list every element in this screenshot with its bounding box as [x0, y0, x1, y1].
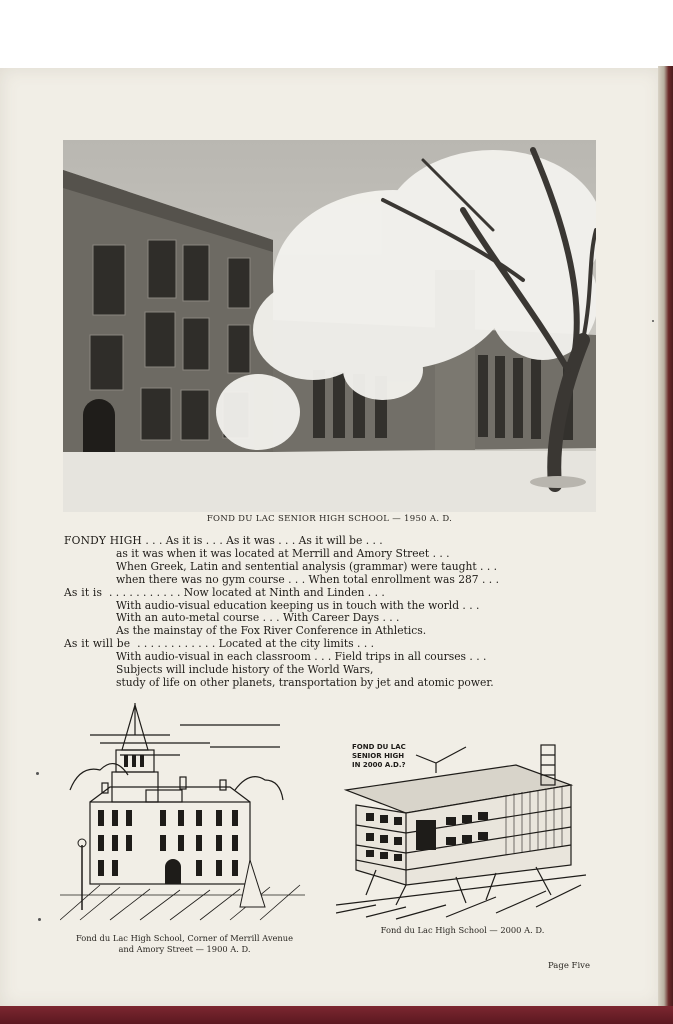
line-text: With audio-visual in each classroom . . . Field trips in all courses . . .	[116, 650, 487, 664]
old-school-illustration	[60, 695, 305, 925]
section-lead: FONDY HIGH	[64, 534, 142, 547]
caption-2000: Fond du Lac High School — 2000 A. D.	[380, 925, 545, 935]
paper-speck	[36, 772, 39, 775]
sign-line-3: IN 2000 A.D.?	[352, 761, 406, 769]
line-text: . . . As it is . . . As it was . . . As it will be . . .	[141, 534, 383, 547]
line-text: . . . . . . . . . . . Now located at Ninth and Linden . . .	[102, 585, 385, 599]
line-text: study of life on other planets, transportation by jet and atomic power.	[116, 675, 494, 689]
caption-1900-line-2: and Amory Street — 1900 A. D.	[118, 944, 251, 954]
line-text: As the mainstay of the Fox River Conference in Athletics.	[116, 624, 427, 638]
school-photo-1950	[63, 140, 596, 512]
line-text: as it was when it was located at Merrill and Amory Street . . .	[116, 546, 450, 560]
text-line	[64, 677, 624, 690]
line-text: With an auto-metal course . . . With Career Days . . .	[116, 611, 400, 625]
drawing-school-2000	[336, 735, 586, 920]
paper-speck	[38, 918, 41, 921]
future-school-illustration	[336, 735, 586, 920]
page-number: Page Five	[547, 961, 590, 971]
book-spine	[658, 66, 673, 1010]
caption-1900	[52, 933, 317, 955]
paper-speck	[652, 320, 654, 322]
line-text: When Greek, Latin and sentential analysis (grammar) were taught . . .	[116, 559, 498, 573]
line-text: Subjects will include history of the World Wars,	[116, 663, 374, 677]
caption-1900-line-1: Fond du Lac High School, Corner of Merrill Avenue	[75, 933, 294, 943]
line-text: when there was no gym course . . . When total enrollment was 287 . . .	[116, 572, 499, 586]
article-text	[64, 535, 624, 690]
photo-caption: FOND DU LAC SENIOR HIGH SCHOOL — 1950 A. D.	[206, 514, 453, 524]
school-photo-illustration	[63, 140, 596, 512]
book-cover-edge	[0, 1006, 673, 1024]
line-text: . . . . . . . . . . . . Located at the city limits . . .	[130, 637, 375, 651]
drawing-school-1900	[60, 695, 305, 925]
sign-line-1: FOND DU LAC	[352, 743, 406, 751]
sign-line-2: SENIOR HIGH	[352, 752, 405, 760]
line-text: With audio-visual education keeping us in touch with the world . . .	[116, 598, 480, 612]
section-lead: As it will be	[64, 637, 131, 651]
section-lead: As it is	[64, 585, 103, 599]
